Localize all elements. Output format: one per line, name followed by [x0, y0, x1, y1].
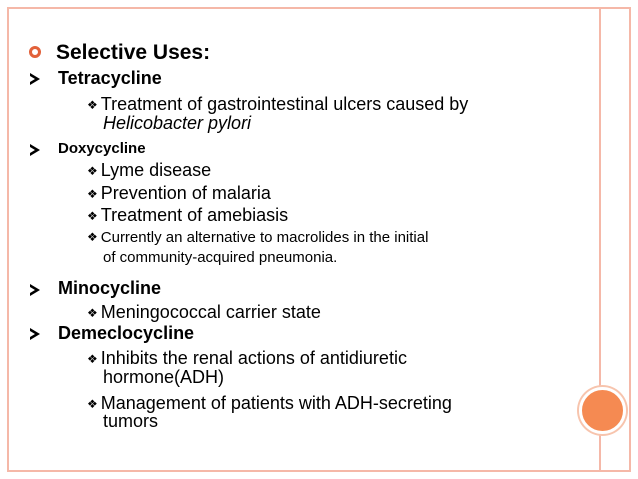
diamond-bullet-icon: ❖: [87, 306, 98, 320]
decorative-circle: [579, 387, 626, 434]
slide-heading: Selective Uses:: [56, 41, 211, 64]
list-item: ❖ Treatment of gastrointestinal ulcers caused by: [87, 94, 469, 114]
diamond-bullet-icon: ❖: [87, 164, 98, 178]
drug-title-tetracycline: Tetracycline: [58, 68, 162, 88]
diamond-bullet-icon: ❖: [87, 352, 98, 366]
diamond-bullet-icon: ❖: [87, 98, 98, 112]
circle-bullet-icon: [29, 46, 41, 58]
list-item: ❖ Meningococcal carrier state: [87, 302, 321, 322]
list-item-continuation: hormone(ADH): [103, 367, 225, 387]
drug-title-minocycline: Minocycline: [58, 278, 162, 298]
list-item: ❖ Currently an alternative to macrolides in the initial: [87, 229, 429, 246]
list-item: ❖ Prevention of malaria: [87, 183, 271, 203]
list-item-continuation: of community-acquired pneumonia.: [103, 249, 338, 266]
arrow-bullet-icon: [30, 328, 40, 340]
list-item-continuation: Helicobacter pylori: [103, 113, 252, 133]
diamond-bullet-icon: ❖: [87, 187, 98, 201]
diamond-bullet-icon: ❖: [87, 397, 98, 411]
list-item: ❖ Inhibits the renal actions of antidiuretic: [87, 348, 407, 368]
arrow-bullet-icon: [30, 144, 40, 156]
list-item-continuation: tumors: [103, 411, 159, 431]
arrow-bullet-icon: [30, 284, 40, 296]
arrow-bullet-icon: [30, 73, 40, 85]
list-item: ❖ Treatment of amebiasis: [87, 205, 289, 225]
diamond-bullet-icon: ❖: [87, 209, 98, 223]
diamond-bullet-icon: ❖: [87, 230, 98, 244]
drug-title-demeclocycline: Demeclocycline: [58, 323, 195, 343]
list-item: ❖ Lyme disease: [87, 160, 212, 180]
drug-title-doxycycline: Doxycycline: [58, 140, 146, 157]
list-item: ❖ Management of patients with ADH-secreting: [87, 393, 452, 413]
